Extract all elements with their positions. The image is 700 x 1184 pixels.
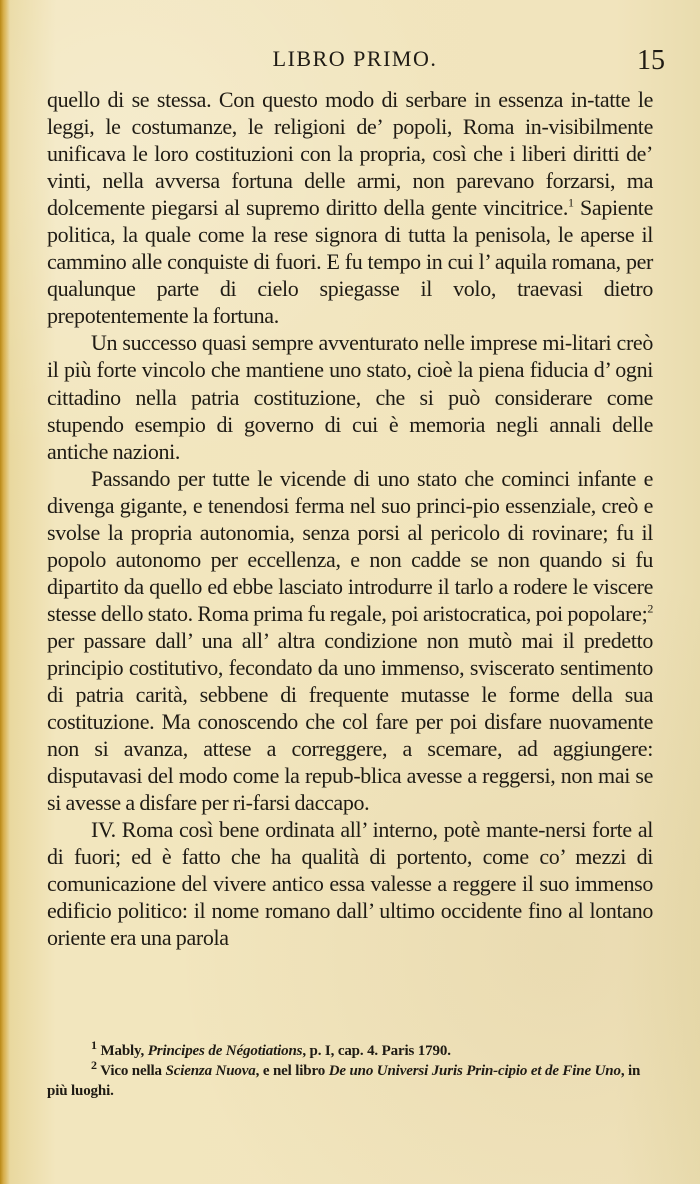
footnote-1-title: Principes de Négotiations (147, 1043, 303, 1059)
paragraph-1-text: quello di se stessa. Con questo modo di serbare in essenza in-tatte le leggi, le costumanze, le religioni de’ popoli, Roma in-visibilmente unificava le loro costituzioni con la propria, così che i liberi diritti de’ vinti, nella avversa fortuna delle armi, non parevano forzarsi, ma dolcemente piegarsi al supremo diritto della gente vincitrice. (47, 87, 653, 221)
footnote-ref-1: 1 (567, 195, 574, 210)
page-binding-edge (0, 0, 10, 1184)
paragraph-3-tail: per passare dall’ una all’ altra condizione non mutò mai il predetto principio costitutivo, fecondato da uno immenso, sviscerato sentimento di patria carità, sebbene di frequente mutasse le forme della sua costituzione. Ma conoscendo che col fare per poi disfare nuovamente non si avanza, attese a correggere, a scemare, ad aggiungere: disputavasi del modo come la repub-blica avesse a reggersi, non mai se si avesse a disfare per ri-farsi daccapo. (47, 627, 653, 816)
paragraph-1 (47, 86, 653, 329)
footnotes (47, 1038, 653, 1101)
footnote-1-reference: , p. I, cap. 4. Paris 1790. (302, 1043, 451, 1059)
paragraph-4: IV. Roma così bene ordinata all’ interno, potè mante-nersi forte al di fuori; ed è fatto che ha qualità di portento, come co’ mezzi di comunicazione del vivere antico essa valesse a reggere il suo immenso edificio politico: il nome romano dall’ ultimo occidente fino al lontano oriente era una parola (47, 817, 653, 951)
page-number: 15 (637, 45, 665, 76)
paragraph-1-tail: Sapiente politica, la quale come la rese signora di tutta la penisola, le aperse il cammino alle conquiste di fuori. E fu tempo in cui l’ aquila romana, per qualunque parte di cielo spiegasse il volo, traevasi dietro prepotentemente la fortuna. (47, 195, 653, 329)
paragraph-2: Un successo quasi sempre avventurato nelle imprese mi-litari creò il più forte vincolo che mantiene uno stato, cioè la piena fiducia d’ ogni cittadino nella patria costituzione, che si può considerare come stupendo esempio di governo di cui è memoria negli annali delle antiche nazioni. (47, 330, 653, 464)
footnote-2-number: 2 (91, 1058, 97, 1072)
footnote-1 (47, 1038, 653, 1061)
footnote-2 (47, 1058, 653, 1101)
footnote-2-book-title: De uno Universi Juris Prin-cipio et de Fine Uno (328, 1063, 621, 1079)
main-text (47, 86, 653, 952)
page-header (45, 46, 665, 80)
footnote-ref-2: 2 (647, 601, 653, 616)
paragraph-3 (47, 465, 653, 817)
footnote-2-middle: , e nel libro (255, 1063, 329, 1079)
footnote-2-author: Vico nella (100, 1063, 166, 1079)
footnote-2-reference: , in più luoghi. (47, 1063, 641, 1099)
footnote-1-number: 1 (91, 1038, 97, 1052)
footnote-2-title: Scienza Nuova (165, 1063, 256, 1079)
footnote-1-author: Mably, (100, 1043, 148, 1059)
paragraph-3-text: Passando per tutte le vicende di uno stato che cominci infante e divenga gigante, e tenendosi ferma nel suo princi-pio essenziale, creò e svolse la propria autonomia, senza porsi al pericolo di rovinare; fu il popolo autonomo per eccellenza, e non cadde se non quando si fu dipartito da quello ed ebbe lasciato introdurre il tarlo a rodere le viscere stesse dello stato. Roma prima fu regale, poi aristocratica, poi popolare; (47, 465, 653, 626)
running-head: LIBRO PRIMO. (272, 46, 438, 71)
